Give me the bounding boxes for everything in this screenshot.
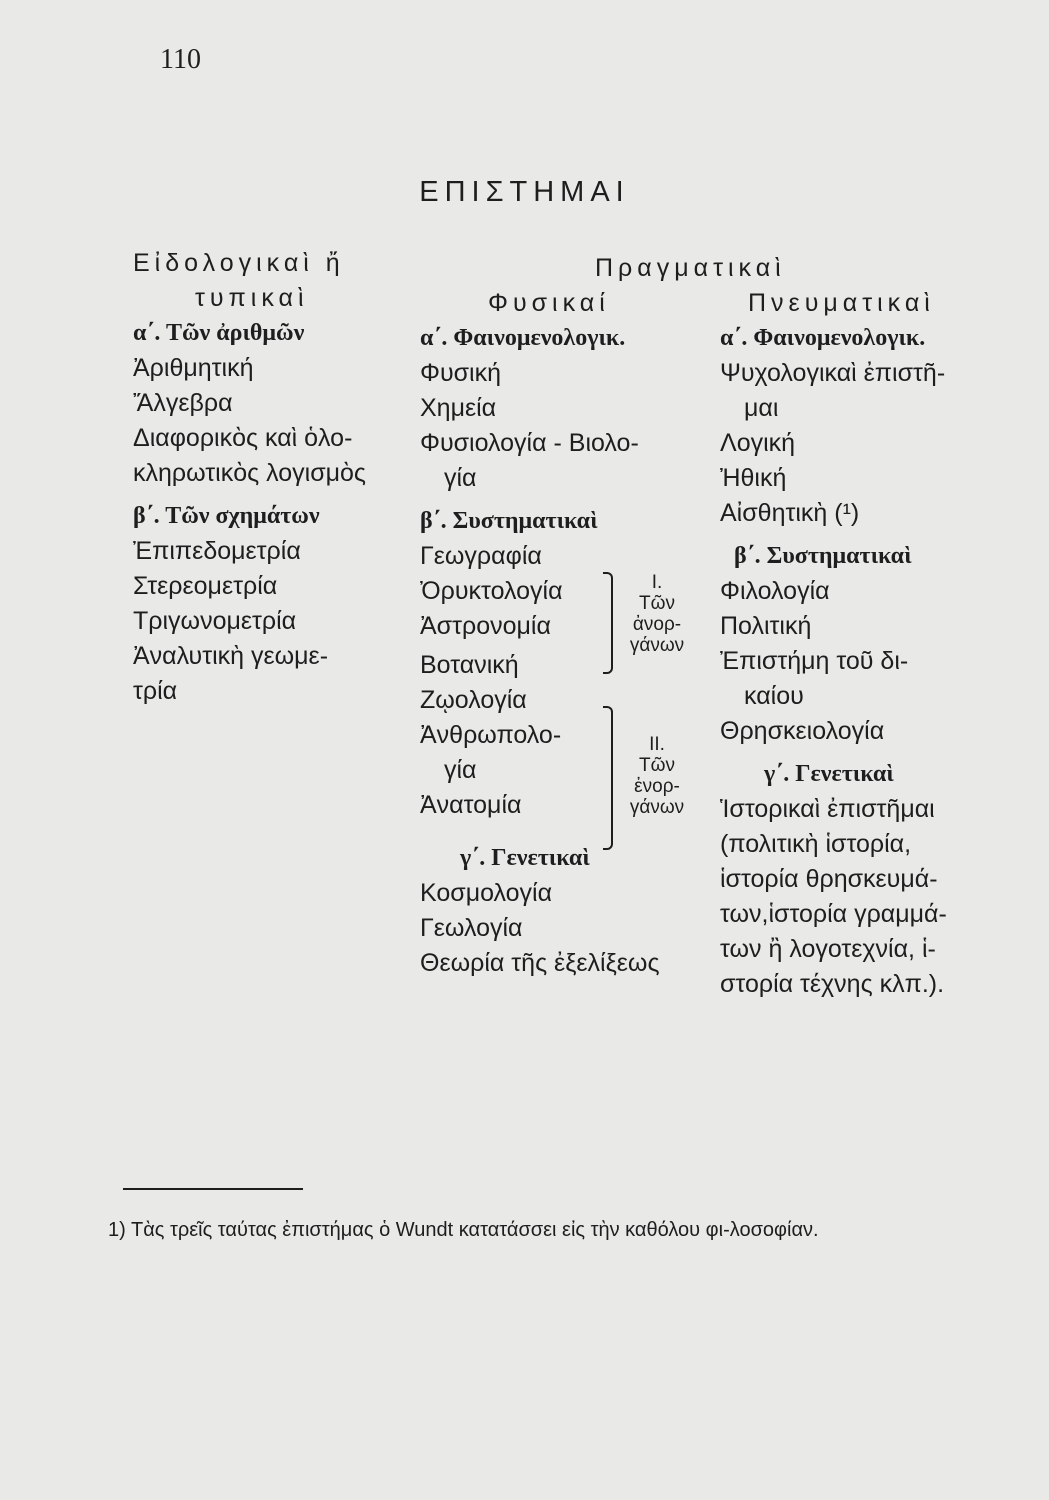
section-phenomenological: α΄. Φαινομενολογικ. <box>420 325 626 351</box>
group-label-inorganic: I. Τῶν ἀνορ- γάνων <box>629 572 685 656</box>
list-item: γία <box>444 464 477 492</box>
list-item: Αἰσθητικὴ (¹) <box>720 499 860 527</box>
heading-natural: Φυσικαί <box>488 289 610 317</box>
column-spiritual <box>720 286 947 1002</box>
list-item: γία <box>444 756 477 784</box>
list-item: Φυσιολογία - Βιολο- <box>420 429 639 457</box>
footnote-rule <box>123 1188 303 1190</box>
list-item: Φυσική <box>420 359 502 387</box>
list-item: μαι <box>744 394 779 422</box>
list-item: Θρησκειολογία <box>720 717 885 745</box>
page-title: ΕΠΙΣΤΗΜΑΙ <box>419 176 630 208</box>
heading-spiritual: Πνευματικαὶ <box>748 289 935 317</box>
list-item: Ἀνατομία <box>420 791 522 819</box>
footnote: 1) Τὰς τρεῖς ταύτας ἐπιστήμας ὁ Wundt κατατάσσει εἰς τὴν καθόλου φι-λοσοφίαν. <box>108 1219 819 1241</box>
heading-formal-line2: τυπικαὶ <box>195 284 309 312</box>
list-item: Ἐπιστήμη τοῦ δι- <box>720 647 909 675</box>
list-item: Γεωλογία <box>420 914 523 942</box>
list-item: καίου <box>744 682 804 710</box>
section-systematic: β΄. Συστηματικαὶ <box>420 508 598 534</box>
section-numbers: α΄. Τῶν ἀριθμῶν <box>133 320 305 346</box>
list-item: Θεωρία τῆς ἐξελίξεως <box>420 949 660 977</box>
list-item: τρία <box>133 677 178 705</box>
section-phenomenological: α΄. Φαινομενολογικ. <box>720 325 926 351</box>
list-item: Φιλολογία <box>720 577 830 605</box>
list-item: (πολιτικὴ ἱστορία, <box>720 830 912 858</box>
list-item: Γεωγραφία <box>420 542 542 570</box>
list-item: Στερεομετρία <box>133 572 278 600</box>
list-item: κληρωτικὸς λογισμὸς <box>133 459 366 487</box>
list-item: Βοτανική <box>420 651 519 679</box>
list-item: Χημεία <box>420 394 497 422</box>
list-item: Ἀνθρωπολο- <box>420 721 562 749</box>
list-item: Πολιτική <box>720 612 812 640</box>
list-item: Ὀρυκτολογία <box>420 577 563 605</box>
list-item: Ζῳολογία <box>420 686 527 714</box>
list-item: Ἠθική <box>720 464 787 492</box>
list-item: Διαφορικὸς καὶ ὁλο- <box>133 424 353 452</box>
section-genetic: γ΄. Γενετικαὶ <box>764 761 894 787</box>
section-systematic: β΄. Συστηματικαὶ <box>734 543 912 569</box>
heading-formal-line1: Εἰδολογικαὶ ἤ <box>133 249 345 277</box>
list-item: των,ἱστορία γραμμά- <box>720 900 947 928</box>
section-genetic: γ΄. Γενετικαὶ <box>460 845 590 871</box>
page-number: 110 <box>160 44 201 75</box>
list-item: Ἱστορικαὶ ἐπιστῆμαι <box>720 795 935 823</box>
heading-real: Πραγματικαὶ <box>595 254 786 282</box>
list-item: Ἐπιπεδομετρία <box>133 537 301 565</box>
list-item: Τριγωνομετρία <box>133 607 297 635</box>
list-item: Ἄλγεβρα <box>133 389 233 417</box>
list-item: στορία τέχνης κλπ.). <box>720 970 945 998</box>
list-item: Ἀναλυτικὴ γεωμε- <box>133 642 329 670</box>
list-item: Ἀριθμητική <box>133 354 254 382</box>
list-item: των ἢ λογοτεχνία, ἱ- <box>720 935 936 963</box>
brace-organic <box>603 706 613 850</box>
column-formal <box>133 246 366 709</box>
list-item: Κοσμολογία <box>420 879 553 907</box>
group-label-organic: II. Τῶν ἐνορ- γάνων <box>629 734 685 818</box>
list-item: Ψυχολογικαὶ ἐπιστῆ- <box>720 359 946 387</box>
list-item: Λογική <box>720 429 796 457</box>
section-shapes: β΄. Τῶν σχημάτων <box>133 503 320 529</box>
list-item: Ἀστρονομία <box>420 612 551 640</box>
brace-inorganic <box>603 572 613 674</box>
list-item: ἱστορία θρησκευμά- <box>720 865 938 893</box>
